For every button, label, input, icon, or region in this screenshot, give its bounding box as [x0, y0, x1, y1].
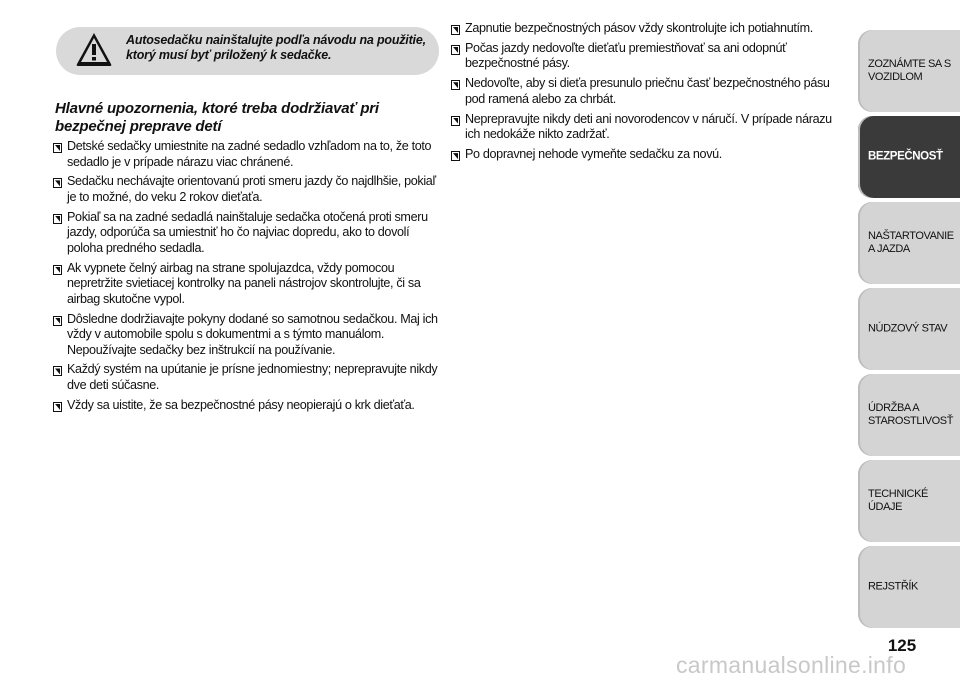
checkbox-bullet-icon — [53, 178, 62, 188]
list-item — [53, 174, 443, 205]
list-item — [451, 41, 843, 72]
tab-nastartovanie-a-jazda[interactable] — [858, 202, 960, 284]
checkbox-bullet-icon — [53, 316, 62, 326]
list-item-text: Ak vypnete čelný airbag na strane spolujazdca, vždy pomocou nepretržite svietiacej kontrolky na paneli nástrojov skontrolujte, či sa airbag skutočne vypol. — [67, 260, 421, 306]
tab-label: ZOZNÁMTE SA S VOZIDLOM — [868, 58, 951, 83]
list-item-text: Zapnutie bezpečnostných pásov vždy skontrolujte ich potiahnutím. — [465, 21, 813, 35]
list-item-text: Každý systém na upútanie je prísne jednomiestny; neprepravujte nikdy dve deti súčasne. — [67, 362, 438, 392]
list-item — [53, 398, 443, 414]
tab-label: NÚDZOVÝ STAV — [868, 322, 948, 335]
right-column — [451, 21, 843, 167]
tab-technicke-udaje[interactable] — [858, 460, 960, 542]
list-item-text: Po dopravnej nehode vymeňte sedačku za novú. — [465, 147, 722, 162]
page-number: 125 — [887, 636, 917, 655]
checkbox-bullet-icon — [53, 265, 62, 275]
list-item — [451, 112, 843, 143]
tab-label: TECHNICKÉ ÚDAJE — [868, 488, 928, 513]
list-item — [53, 362, 443, 393]
list-item-text: Počas jazdy nedovoľte dieťaťu premiestňovať sa ani odopnúť bezpečnostné pásy. — [465, 40, 787, 71]
tab-rejstrik[interactable] — [858, 546, 960, 628]
checkbox-bullet-icon — [53, 143, 62, 153]
list-item — [451, 76, 843, 107]
watermark: carmanualsonline.info — [676, 652, 907, 678]
checkbox-bullet-icon — [451, 45, 460, 55]
left-column — [53, 100, 443, 418]
list-item — [53, 139, 443, 170]
left-bullet-list — [53, 139, 443, 413]
warning-text — [126, 33, 431, 63]
list-item — [53, 261, 443, 308]
checkbox-bullet-icon — [53, 402, 62, 412]
list-item — [53, 312, 443, 359]
section-heading — [55, 100, 443, 136]
list-item-text: Neprepravujte nikdy deti ani novorodencov v náručí. V prípade nárazu ich nedokáže nikto zadržať. — [465, 111, 832, 142]
tab-label: BEZPEČNOSŤ — [868, 150, 943, 163]
checkbox-bullet-icon — [451, 151, 460, 161]
tab-nudzovy-stav[interactable] — [858, 288, 960, 370]
tab-zoznamte-sa-s-vozidlom[interactable] — [858, 30, 960, 112]
checkbox-bullet-icon — [451, 80, 460, 90]
tab-label: NAŠTARTOVANIE A JAZDA — [868, 230, 954, 255]
heading-line-2: bezpečnej preprave detí — [55, 118, 222, 135]
list-item — [53, 210, 443, 257]
warning-triangle-icon — [74, 30, 114, 68]
list-item-text: Pokiaľ sa na zadné sedadlá nainštaluje sedačka otočená proti smeru jazdy, odporúča sa umiestniť ho čo najviac dopredu, ako to dovolí poloha predného sedadla. — [67, 209, 428, 255]
checkbox-bullet-icon — [451, 116, 460, 126]
list-item-text: Sedačku nechávajte orientovanú proti smeru jazdy čo najdlhšie, pokiaľ je to možné, do veku 2 rokov dieťaťa. — [67, 174, 436, 204]
heading-line-1: Hlavné upozornenia, ktoré treba dodržiavať pri — [55, 100, 379, 117]
warning-text-line-1: Autosedačku nainštalujte podľa návodu na použitie, — [126, 33, 426, 47]
tab-bezpecnost[interactable] — [858, 116, 960, 198]
list-item-text: Dôsledne dodržiavajte pokyny dodané so samotnou sedačkou. Maj ich vždy v automobile spolu s dokumentmi a s týmto manuálom. Nepoužívajte sedačky bez inštrukcií na používanie. — [67, 311, 438, 357]
warning-box — [56, 27, 439, 75]
tab-udrzba-a-starostlivost[interactable] — [858, 374, 960, 456]
tab-label: REJSTŘÍK — [868, 580, 918, 593]
tab-label: ÚDRŽBA A STAROSTLIVOSŤ — [868, 402, 954, 427]
checkbox-bullet-icon — [53, 214, 62, 224]
list-item-text: Vždy sa uistite, že sa bezpečnostné pásy neopierajú o krk dieťaťa. — [67, 397, 415, 412]
checkbox-bullet-icon — [451, 25, 460, 35]
list-item-text: Nedovoľte, aby si dieťa presunulo priečnu časť bezpečnostného pásu pod ramená alebo za chrbát. — [465, 76, 830, 106]
list-item-text: Detské sedačky umiestnite na zadné sedadlo vzhľadom na to, že toto sedadlo je v prípade nárazu viac chránené. — [67, 139, 432, 169]
right-bullet-list — [451, 21, 843, 163]
list-item — [451, 147, 843, 163]
checkbox-bullet-icon — [53, 366, 62, 376]
list-item — [451, 21, 843, 37]
warning-text-line-2: ktorý musí byť priložený k sedačke. — [126, 48, 332, 62]
